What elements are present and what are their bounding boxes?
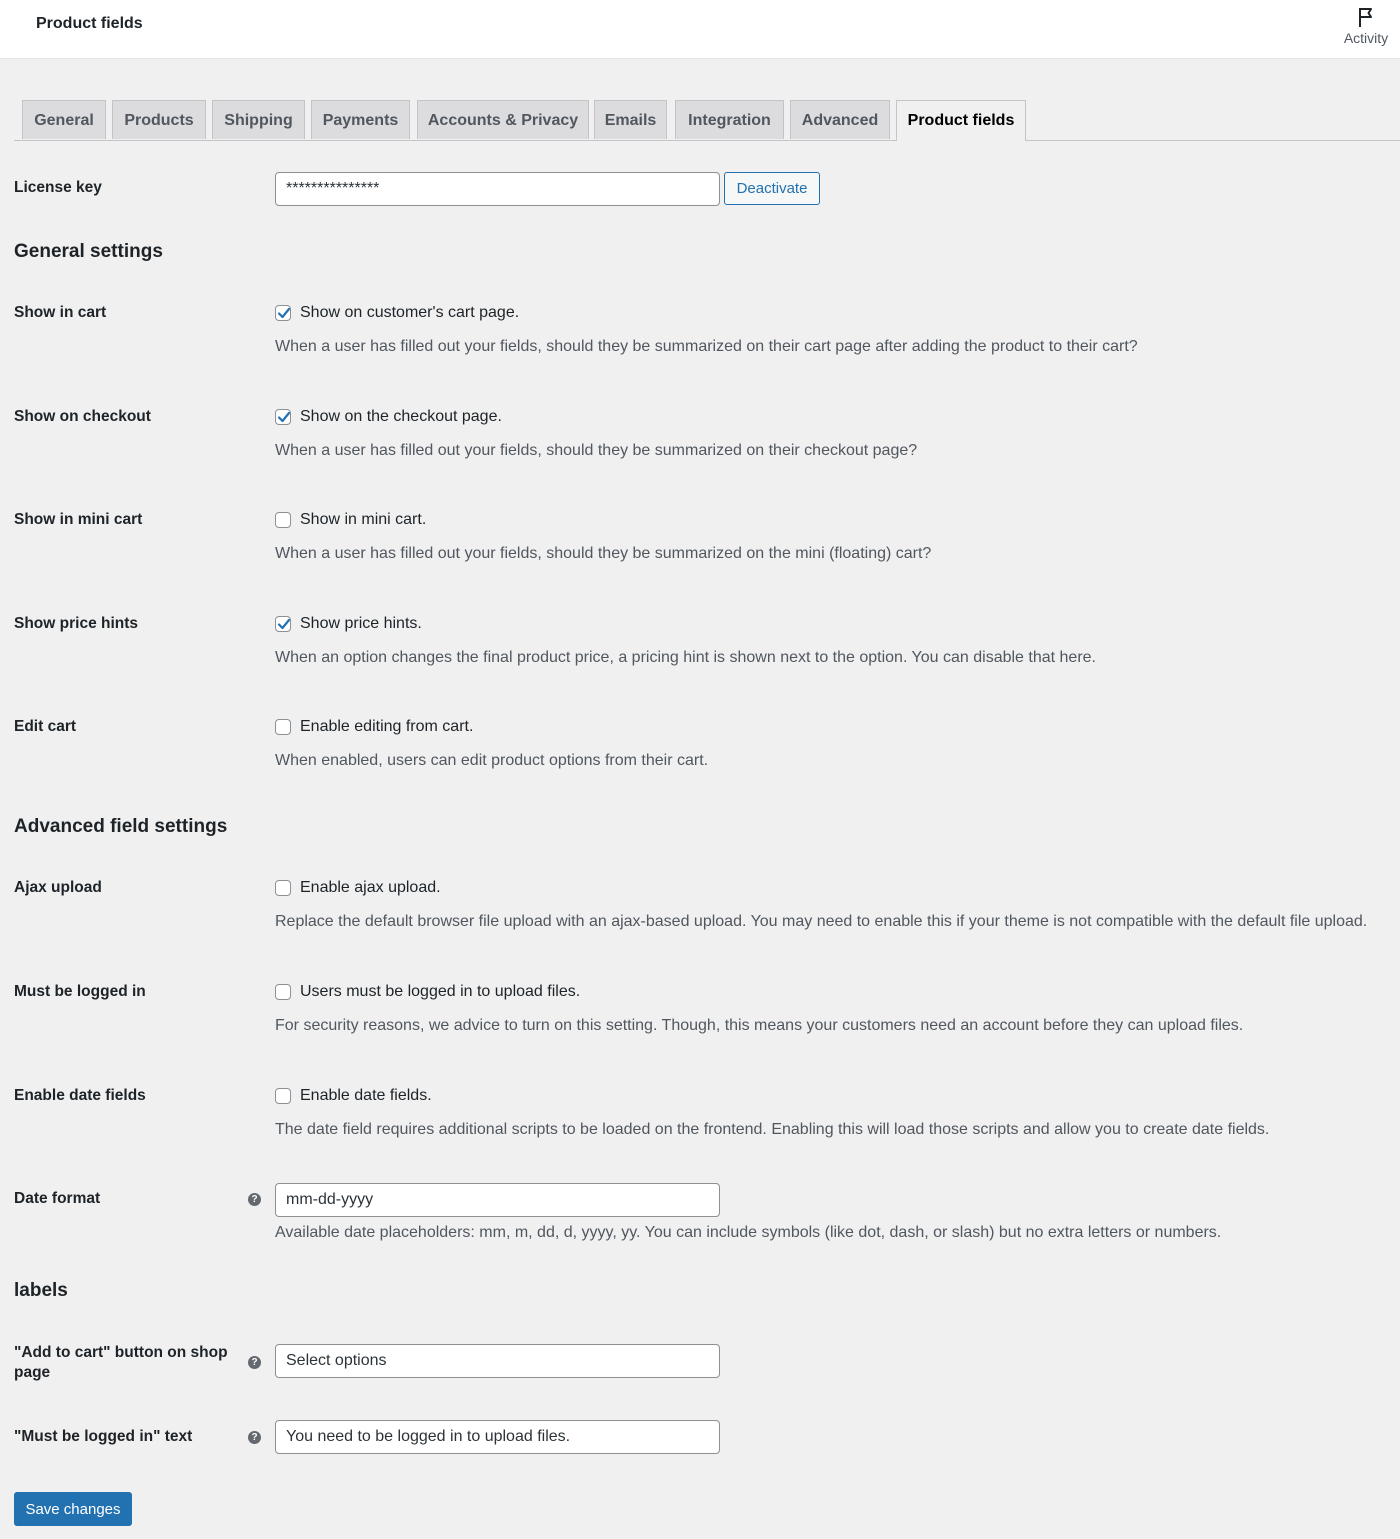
license-key-input[interactable] (275, 172, 720, 206)
date-format-description: Available date placeholders: mm, m, dd, d, yyyy, yy. You can include symbols (like dot, dash, or slash) but no extra letters or numbers. (275, 1224, 1222, 1241)
advanced-field-settings-title: Advanced field settings (14, 816, 228, 837)
enable-date-fields-label: Enable date fields (14, 1087, 146, 1104)
checkmark-icon (275, 615, 293, 633)
enable-date-fields-row (275, 1086, 432, 1106)
must-be-logged-in-text-input[interactable] (275, 1420, 720, 1454)
settings-tabs (14, 100, 1400, 141)
edit-cart-checkbox[interactable] (275, 719, 291, 735)
show-on-checkout-row (275, 407, 502, 427)
show-price-hints-description: When an option changes the final product price, a pricing hint is shown next to the option. You can disable that here. (275, 649, 1096, 666)
deactivate-button[interactable]: Deactivate (724, 172, 820, 205)
must-be-logged-in-row (275, 982, 580, 1002)
must-be-logged-in-description: For security reasons, we advice to turn on this setting. Though, this means your customers need an account before they can upload files. (275, 1017, 1244, 1034)
tab-emails[interactable]: Emails (594, 100, 667, 139)
must-be-logged-in-text-help-icon[interactable]: ? (248, 1431, 261, 1444)
show-in-cart-label: Show in cart (14, 304, 107, 321)
show-price-hints-label: Show price hints (14, 615, 139, 632)
ajax-upload-checkbox-label: Enable ajax upload. (300, 879, 441, 896)
must-be-logged-in-text-label: "Must be logged in" text (14, 1428, 193, 1445)
tab-products[interactable]: Products (112, 100, 206, 139)
activity-label: Activity (1343, 30, 1389, 46)
save-changes-button[interactable]: Save changes (14, 1492, 132, 1526)
show-price-hints-checkbox[interactable] (275, 616, 291, 632)
checkmark-icon (275, 304, 293, 322)
tab-payments[interactable]: Payments (311, 100, 410, 139)
add-to-cart-text-input[interactable] (275, 1344, 720, 1378)
show-on-checkout-label: Show on checkout (14, 408, 151, 425)
add-to-cart-label-line2: page (14, 1364, 51, 1381)
tab-advanced[interactable]: Advanced (790, 100, 890, 139)
date-format-label: Date format (14, 1190, 101, 1207)
show-on-checkout-description: When a user has filled out your fields, should they be summarized on their checkout page? (275, 442, 918, 459)
show-in-mini-cart-row (275, 510, 426, 530)
must-be-logged-in-label: Must be logged in (14, 983, 146, 1000)
date-format-help-icon[interactable]: ? (248, 1193, 261, 1206)
general-settings-title: General settings (14, 241, 163, 262)
show-in-mini-cart-label: Show in mini cart (14, 511, 143, 528)
must-be-logged-in-checkbox[interactable] (275, 984, 291, 1000)
add-to-cart-label-line1: "Add to cart" button on shop (14, 1344, 228, 1361)
enable-date-fields-description: The date field requires additional scripts to be loaded on the frontend. Enabling this will load those scripts and allow you to create date fields. (275, 1121, 1270, 1138)
page-title: Product fields (36, 15, 143, 32)
tab-product-fields[interactable]: Product fields (896, 100, 1026, 141)
top-bar (0, 0, 1400, 59)
show-in-cart-checkbox[interactable] (275, 305, 291, 321)
activity-button[interactable] (1340, 4, 1392, 46)
show-in-cart-description: When a user has filled out your fields, should they be summarized on their cart page after adding the product to their cart? (275, 338, 1138, 355)
labels-section-title: labels (14, 1280, 68, 1301)
checkmark-icon (275, 408, 293, 426)
show-in-cart-checkbox-label: Show on customer's cart page. (300, 304, 520, 321)
enable-date-fields-checkbox-label: Enable date fields. (300, 1087, 432, 1104)
date-format-input[interactable] (275, 1183, 720, 1217)
enable-date-fields-checkbox[interactable] (275, 1088, 291, 1104)
ajax-upload-label: Ajax upload (14, 879, 102, 896)
license-key-label: License key (14, 179, 102, 196)
edit-cart-row (275, 717, 473, 737)
add-to-cart-help-icon[interactable]: ? (248, 1356, 261, 1369)
tab-accounts-privacy[interactable]: Accounts & Privacy (417, 100, 589, 139)
flag-icon (1356, 6, 1376, 28)
tab-general[interactable]: General (22, 100, 106, 139)
add-to-cart-label (14, 1343, 228, 1383)
show-on-checkout-checkbox-label: Show on the checkout page. (300, 408, 502, 425)
tab-integration[interactable]: Integration (675, 100, 784, 139)
ajax-upload-row (275, 878, 441, 898)
show-in-mini-cart-checkbox-label: Show in mini cart. (300, 511, 427, 528)
show-in-cart-row (275, 303, 519, 323)
edit-cart-label: Edit cart (14, 718, 77, 735)
show-in-mini-cart-checkbox[interactable] (275, 512, 291, 528)
tab-shipping[interactable]: Shipping (212, 100, 305, 139)
show-on-checkout-checkbox[interactable] (275, 409, 291, 425)
show-price-hints-row (275, 614, 422, 634)
edit-cart-checkbox-label: Enable editing from cart. (300, 718, 474, 735)
edit-cart-description: When enabled, users can edit product options from their cart. (275, 752, 709, 769)
ajax-upload-checkbox[interactable] (275, 880, 291, 896)
must-be-logged-in-checkbox-label: Users must be logged in to upload files. (300, 983, 581, 1000)
show-in-mini-cart-description: When a user has filled out your fields, should they be summarized on the mini (floating) cart? (275, 545, 932, 562)
ajax-upload-description: Replace the default browser file upload with an ajax-based upload. You may need to enable this if your theme is not compatible with the default file upload. (275, 913, 1368, 930)
show-price-hints-checkbox-label: Show price hints. (300, 615, 422, 632)
